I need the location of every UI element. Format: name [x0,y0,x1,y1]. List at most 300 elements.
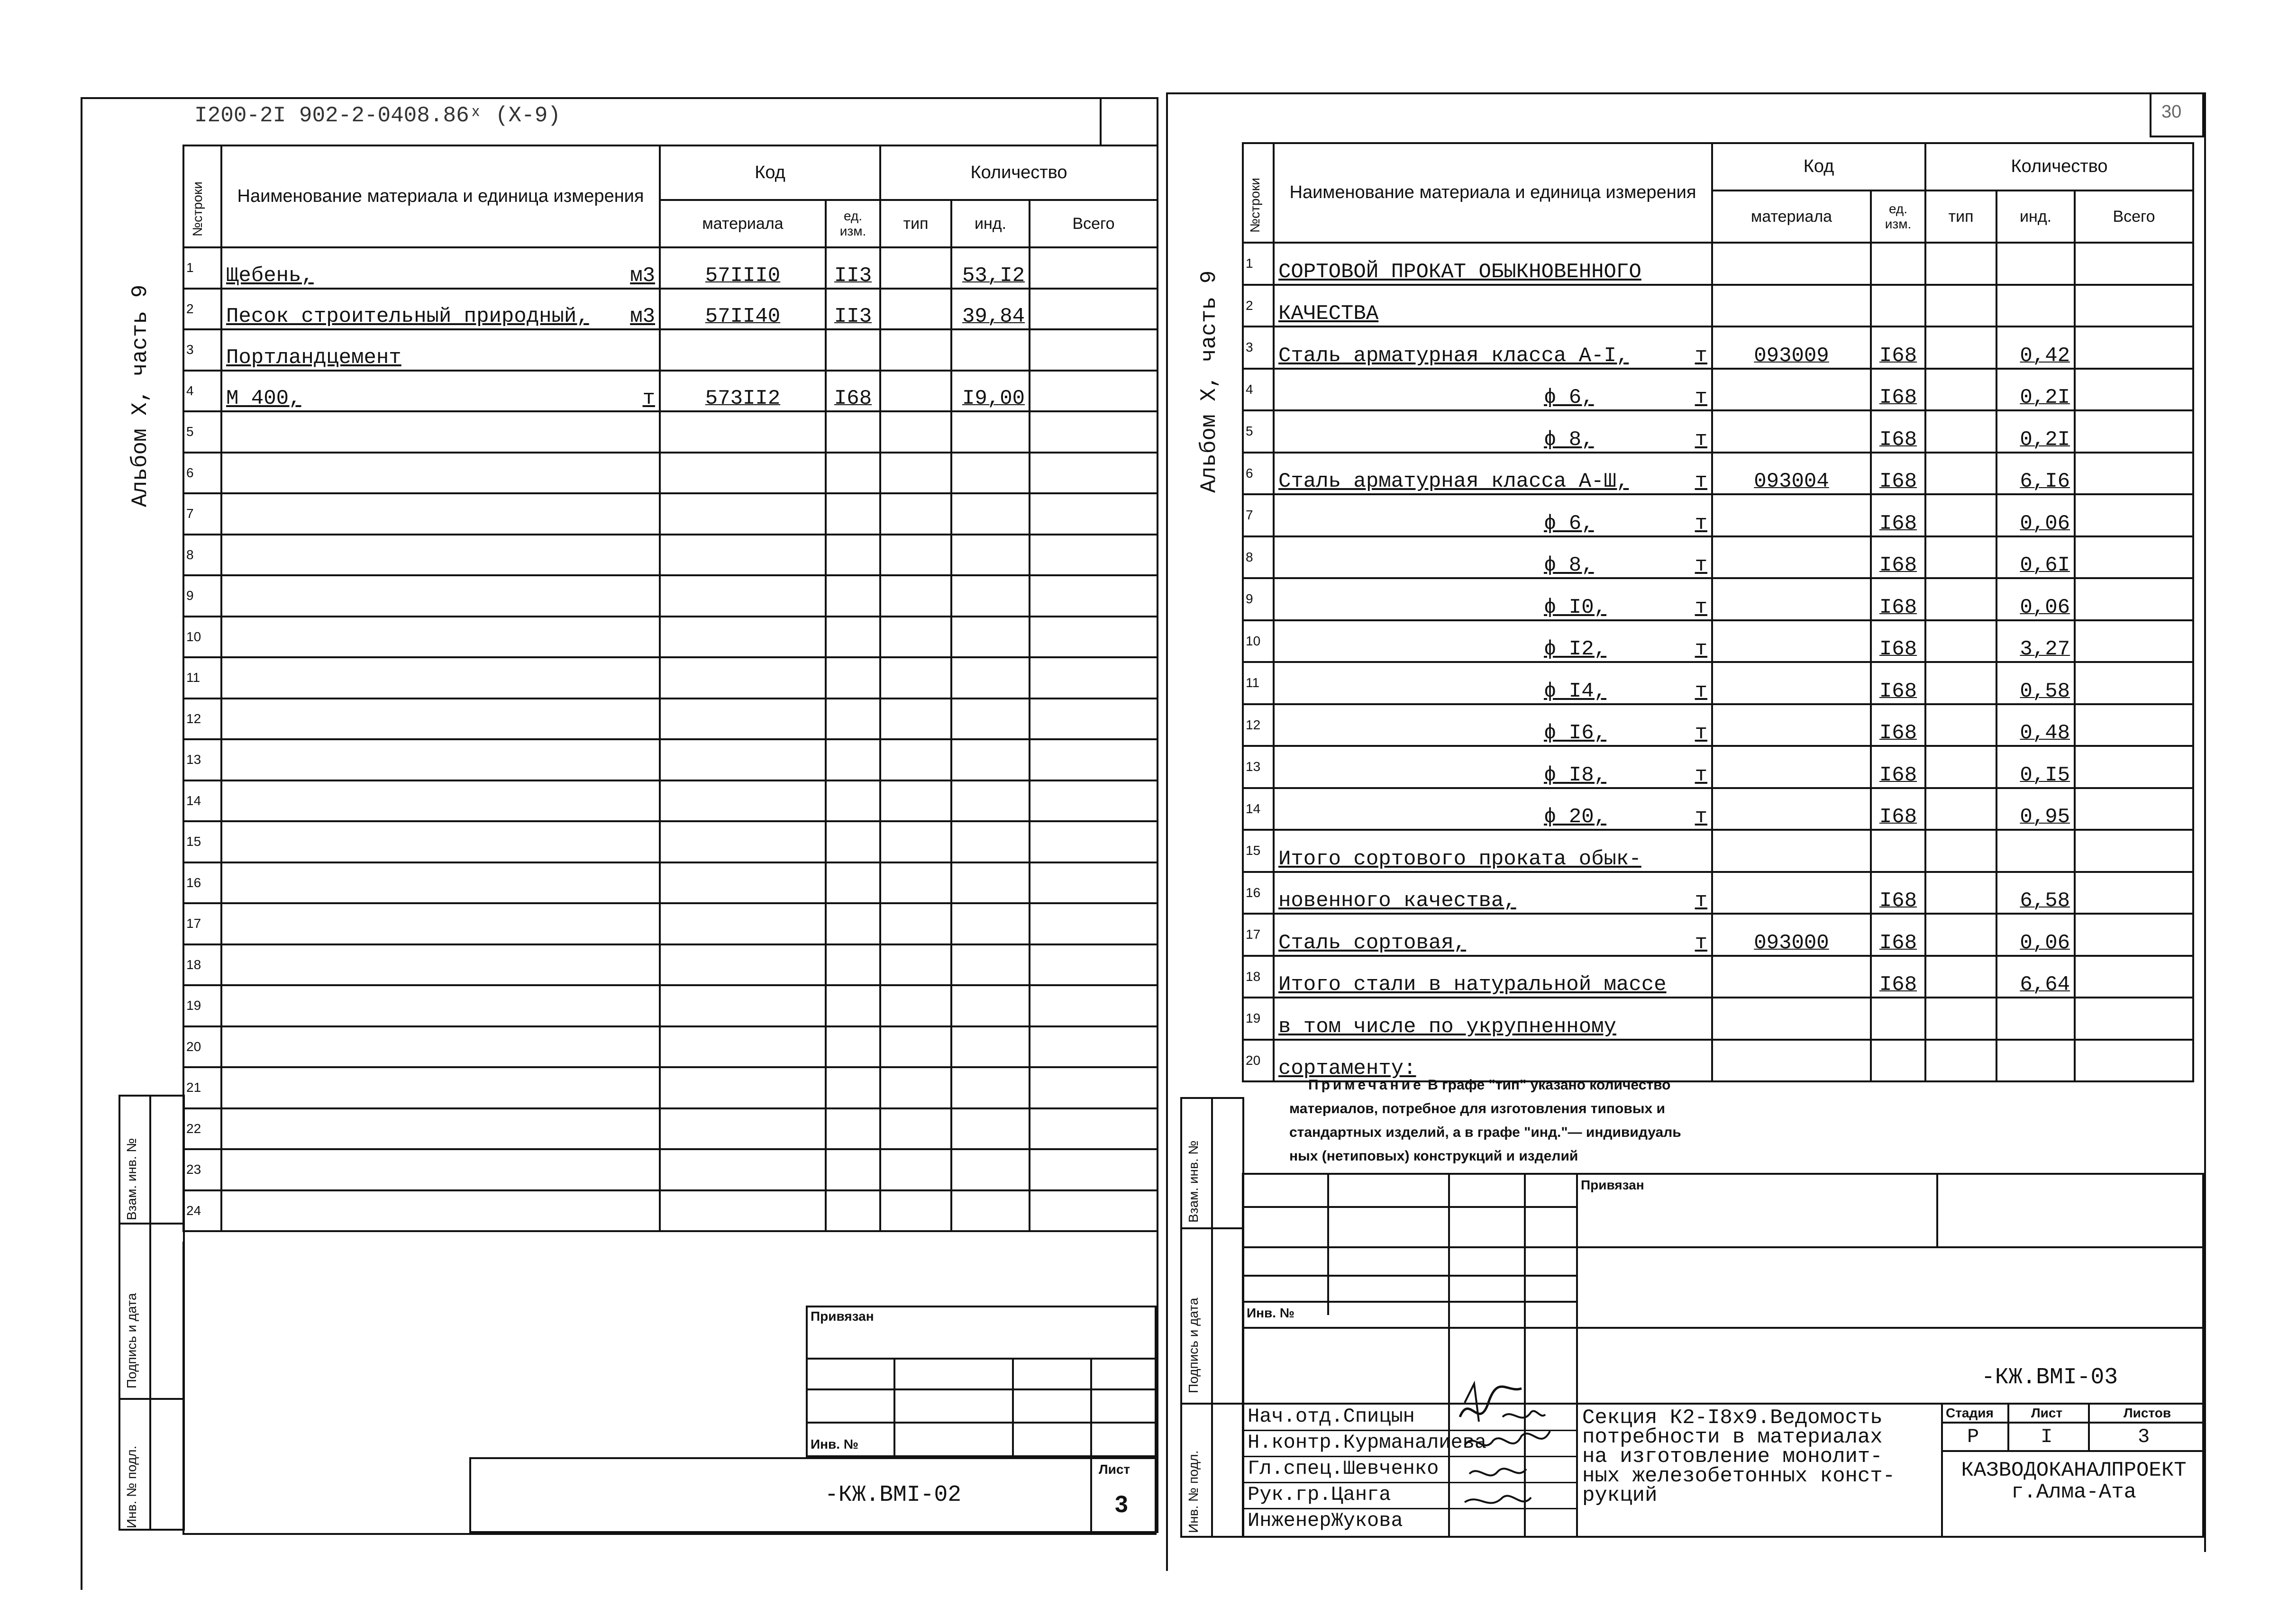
left-row-total [1030,699,1158,740]
right-col-rowno [1243,143,1274,243]
right-row-name-wrap [1278,596,1707,619]
right-row-name-text: СОРТОВОЙ ПРОКАТ ОБЫКНОВЕННОГО [1278,260,1641,284]
left-row-name [221,1149,660,1190]
left-table-row [183,985,1158,1026]
left-margin-div-v [149,1095,151,1531]
right-row-total [2075,410,2193,453]
right-row-number: 13 [1243,746,1274,788]
left-top-border [81,97,1157,99]
right-row-name [1274,369,1712,411]
left-row-number: 10 [183,617,221,658]
right-row-name-text: Сталь арматурная класса А-I, [1278,344,1629,368]
right-col-qty: Количество [1925,143,2193,191]
left-row-name [221,862,660,904]
right-row-total [2075,536,2193,579]
left-row-type-qty [880,247,951,289]
left-table-row [183,247,1158,289]
left-row-code [660,780,826,822]
left-row-name-wrap [226,346,655,370]
left-row-total [1030,289,1158,330]
right-margin-label-2: Подпись и дата [1186,1297,1201,1393]
signature-role: Нач.отд. [1248,1405,1343,1428]
left-table-body [183,247,1158,1231]
right-row-total [2075,369,2193,411]
right-row-type-qty [1925,746,1996,788]
left-row-type-qty [880,862,951,904]
left-row-name [221,411,660,453]
left-row-type-qty [880,453,951,494]
right-stamp-h5 [1242,1327,1576,1329]
right-row-number: 5 [1243,410,1274,453]
left-row-number: 16 [183,862,221,904]
left-title-block [469,1457,1157,1533]
left-row-unit-code [826,1149,880,1190]
left-bottom-edge [182,1242,184,1533]
right-row-name-wrap [1278,302,1707,326]
title-line-1: Секция К2-I8х9.Ведомость [1582,1406,1883,1430]
left-row-name [221,944,660,986]
right-row-total [2075,872,2193,914]
left-col-qty-type: тип [880,200,951,247]
right-row-name-wrap [1278,805,1707,829]
right-row-unit-code [1871,998,1925,1040]
left-row-type-qty [880,780,951,822]
left-row-type-qty [880,699,951,740]
right-row-total [2075,788,2193,830]
left-row-type-qty [880,617,951,658]
left-row-code [660,1149,826,1190]
left-row-total [1030,493,1158,535]
right-row-name [1274,998,1712,1040]
left-row-type-qty [880,821,951,862]
right-row-code [1712,788,1871,830]
right-table-row [1243,494,2193,536]
right-row-unit-code [1871,285,1925,327]
left-row-unit-code [826,985,880,1026]
right-row-type-qty [1925,788,1996,830]
left-row-total [1030,985,1158,1026]
left-table-row [183,821,1158,862]
right-row-code [1712,243,1871,285]
left-col-code-unit: ед. изм. [826,200,880,247]
left-row-number: 3 [183,329,221,371]
right-row-name [1274,410,1712,453]
right-row-name-text: КАЧЕСТВА [1278,302,1379,326]
left-row-name [221,657,660,699]
left-row-ind-qty [951,657,1030,699]
right-row-name-text: ϕ 20, [1544,805,1607,829]
title-line-4: ных железобетонных конст- [1582,1464,1896,1488]
left-table-row [183,862,1158,904]
left-stamp-v2 [1012,1358,1014,1457]
right-row-name [1274,872,1712,914]
right-row-ind-qty: 3,27 [1996,620,2075,662]
left-row-name-wrap [226,305,655,328]
right-table-row [1243,453,2193,495]
right-stamp-h3 [1242,1275,1576,1277]
right-row-name-text: новенного качества, [1278,889,1516,913]
left-row-total [1030,780,1158,822]
right-row-ind-qty: 0,58 [1996,662,2075,704]
right-row-number: 11 [1243,662,1274,704]
left-row-total [1030,575,1158,617]
right-row-code [1712,662,1871,704]
right-row-name-text: Итого стали в натуральной массе [1278,973,1667,997]
left-row-unit-code: I68 [826,371,880,412]
right-row-name-text: ϕ 6, [1544,386,1594,409]
left-row-type-qty [880,739,951,780]
left-row-code: 573II2 [660,371,826,412]
left-row-unit-code [826,329,880,371]
right-row-unit: т [1695,595,1707,619]
stage-h2 [1941,1450,2204,1452]
left-row-total [1030,903,1158,944]
left-row-name [221,739,660,780]
left-row-name [221,575,660,617]
left-row-ind-qty [951,1190,1030,1232]
signature-row [1248,1457,1439,1480]
left-row-total [1030,1026,1158,1068]
right-table-row [1243,327,2193,369]
left-row-total [1030,1108,1158,1150]
note-block [1289,1073,2142,1168]
left-row-unit-code [826,453,880,494]
right-row-ind-qty: 0,2I [1996,369,2075,411]
left-table-row [183,699,1158,740]
right-row-code: 093004 [1712,453,1871,495]
right-row-code [1712,285,1871,327]
right-row-ind-qty: 0,2I [1996,410,2075,453]
right-row-total [2075,285,2193,327]
sheet-label: Лист [2031,1406,2063,1420]
left-row-number: 24 [183,1190,221,1232]
right-table-row [1243,830,2193,872]
right-table-row [1243,956,2193,998]
right-row-ind-qty: 6,64 [1996,956,2075,998]
right-row-name-text: ϕ 8, [1544,553,1594,577]
left-row-number: 14 [183,780,221,822]
right-row-code [1712,746,1871,788]
left-row-number: 18 [183,944,221,986]
left-row-ind-qty [951,780,1030,822]
right-table-row [1243,746,2193,788]
right-table-row [1243,369,2193,411]
right-row-total [2075,746,2193,788]
right-row-number: 3 [1243,327,1274,369]
right-row-type-qty [1925,410,1996,453]
right-stamp-h2 [1242,1246,2204,1248]
left-table-row [183,453,1158,494]
left-row-name [221,329,660,371]
right-row-name [1274,578,1712,620]
left-row-number: 22 [183,1108,221,1150]
right-row-name-wrap [1278,344,1707,368]
left-row-name [221,821,660,862]
left-table-row [183,329,1158,371]
right-col-qty-ind: инд. [1996,191,2075,243]
left-col-rowno-label: №строки [190,181,205,236]
left-row-total [1030,453,1158,494]
right-table-row [1243,662,2193,704]
right-row-number: 1 [1243,243,1274,285]
note-title: Примечание [1308,1077,1424,1093]
right-row-name-text: Сталь сортовая, [1278,931,1467,955]
left-row-total [1030,371,1158,412]
left-row-type-qty [880,371,951,412]
left-row-name [221,903,660,944]
left-margin-div-2 [119,1398,185,1400]
left-row-type-qty [880,535,951,576]
left-row-number: 9 [183,575,221,617]
right-row-name-wrap [1278,1015,1707,1039]
stage-h1 [1941,1422,2204,1424]
right-row-name [1274,327,1712,369]
right-table-row [1243,410,2193,453]
left-row-name [221,1067,660,1108]
left-row-unit-code [826,821,880,862]
left-row-ind-qty [951,329,1030,371]
right-stamp-h6 [1576,1327,2204,1329]
right-row-ind-qty: 0,I5 [1996,746,2075,788]
right-row-code [1712,704,1871,746]
right-row-name [1274,620,1712,662]
right-row-name-wrap [1278,973,1707,997]
right-stamp-v-e [1936,1173,1938,1246]
left-stamp-h2 [806,1388,1157,1390]
right-row-type-qty [1925,494,1996,536]
left-row-ind-qty [951,1026,1030,1068]
right-doc-code: -КЖ.ВМI-03 [1981,1365,2118,1390]
left-row-name [221,453,660,494]
left-row-code [660,699,826,740]
right-row-unit-code [1871,830,1925,872]
right-row-code: 093009 [1712,327,1871,369]
right-row-name-wrap [1278,889,1707,913]
left-row-unit-code [826,535,880,576]
left-row-number: 23 [183,1149,221,1190]
left-row-total [1030,411,1158,453]
left-row-total [1030,821,1158,862]
right-table-row [1243,914,2193,956]
title-line-2: потребности в материалах [1582,1425,1883,1449]
right-row-name-wrap [1278,931,1707,955]
left-row-unit-code [826,1108,880,1150]
signature-role: Н.контр. [1248,1431,1343,1454]
left-row-type-qty [880,903,951,944]
title-line-5: рукций [1582,1484,1658,1507]
left-margin-label-2: Подпись и дата [124,1293,139,1388]
left-row-code: 57III0 [660,247,826,289]
title-line-3: на изготовление монолит- [1582,1445,1883,1469]
left-row-number: 13 [183,739,221,780]
right-table-row [1243,998,2193,1040]
right-row-name [1274,830,1712,872]
signature-name: Спицын [1343,1405,1415,1428]
right-row-name-wrap [1278,721,1707,745]
left-row-number: 11 [183,657,221,699]
left-row-total [1030,535,1158,576]
right-row-total [2075,956,2193,998]
left-row-name-wrap [226,387,655,410]
left-row-code [660,453,826,494]
left-row-unit-code [826,944,880,986]
left-row-code [660,944,826,986]
right-row-type-qty [1925,243,1996,285]
signature-row [1248,1405,1415,1428]
right-row-code [1712,620,1871,662]
right-row-number: 14 [1243,788,1274,830]
stage-value: Р [1967,1425,1979,1448]
right-row-total [2075,914,2193,956]
left-row-unit-code: II3 [826,289,880,330]
right-table-row [1243,704,2193,746]
organization [1946,1460,2202,1503]
left-row-name [221,1190,660,1232]
right-row-unit-code: I68 [1871,578,1925,620]
left-row-code [660,1108,826,1150]
right-row-total [2075,704,2193,746]
left-row-code [660,411,826,453]
left-table-row [183,411,1158,453]
right-row-unit: т [1695,889,1707,913]
left-row-name-text: М 400, [226,387,301,410]
right-row-name-text: сортаменту: [1278,1057,1416,1080]
right-row-unit: т [1695,511,1707,535]
right-row-unit-code: I68 [1871,369,1925,411]
right-row-code [1712,369,1871,411]
right-col-rowno-label: №строки [1248,178,1262,233]
right-row-name-wrap [1278,260,1707,284]
right-row-ind-qty [1996,243,2075,285]
right-row-ind-qty: 6,58 [1996,872,2075,914]
right-row-number: 18 [1243,956,1274,998]
left-privyazan-box [806,1306,1157,1457]
right-row-type-qty [1925,956,1996,998]
left-row-name [221,985,660,1026]
right-col-qty-type: тип [1925,191,1996,243]
right-row-ind-qty: 0,6I [1996,536,2075,579]
right-row-name-text: ϕ I0, [1544,595,1607,619]
signature-role: Гл.спец. [1248,1457,1343,1480]
right-row-ind-qty: 0,42 [1996,327,2075,369]
right-row-unit: т [1695,721,1707,745]
right-row-unit: т [1695,805,1707,829]
right-row-code [1712,872,1871,914]
right-row-unit-code: I68 [1871,914,1925,956]
signature-row [1248,1483,1391,1506]
left-side-caption: Альбом X, часть 9 [128,284,153,507]
right-row-type-qty [1925,285,1996,327]
left-table-row [183,903,1158,944]
left-row-ind-qty [951,944,1030,986]
right-stamp-h1 [1242,1206,1576,1208]
right-row-name-text: Сталь арматурная класса А-Ш, [1278,470,1629,493]
right-row-name-wrap [1278,512,1707,535]
left-row-name [221,780,660,822]
right-row-type-qty [1925,998,1996,1040]
left-table-row [183,944,1158,986]
right-row-number: 15 [1243,830,1274,872]
right-row-total [2075,453,2193,495]
left-row-number: 21 [183,1067,221,1108]
right-table-row [1243,788,2193,830]
right-row-type-qty [1925,872,1996,914]
right-row-number: 8 [1243,536,1274,579]
left-row-total [1030,329,1158,371]
right-row-name [1274,494,1712,536]
right-row-unit: т [1695,386,1707,409]
right-row-name-text: ϕ 8, [1544,427,1594,452]
right-row-unit-code: I68 [1871,746,1925,788]
right-row-unit-code: I68 [1871,662,1925,704]
right-row-unit: т [1695,679,1707,703]
right-row-name-wrap [1278,763,1707,787]
right-table-row [1243,578,2193,620]
left-header-box-right [1100,97,1102,145]
right-row-total [2075,620,2193,662]
right-row-unit-code: I68 [1871,494,1925,536]
right-row-type-qty [1925,830,1996,872]
stage-v2 [2088,1403,2090,1450]
left-row-name [221,535,660,576]
left-row-name [221,699,660,740]
right-row-number: 16 [1243,872,1274,914]
right-row-ind-qty: 0,06 [1996,914,2075,956]
left-row-unit-code [826,411,880,453]
left-sheet-divider [1090,1457,1092,1533]
right-materials-table [1242,142,2194,1082]
left-row-type-qty [880,985,951,1026]
right-row-unit-code: I68 [1871,410,1925,453]
left-row-name [221,247,660,289]
left-row-unit-code [826,1026,880,1068]
left-row-unit-code [826,1067,880,1108]
left-row-unit-code [826,1190,880,1232]
left-row-number: 12 [183,699,221,740]
right-row-name [1274,788,1712,830]
note-text-1: В графе "тип" указано количество [1428,1077,1671,1093]
left-margin-label-3: Инв. № подл. [124,1445,139,1528]
right-row-name [1274,662,1712,704]
document-title [1582,1408,1895,1506]
left-row-type-qty [880,1149,951,1190]
left-row-number: 2 [183,289,221,330]
left-row-type-qty [880,289,951,330]
right-row-name [1274,453,1712,495]
left-row-name-text: Песок строительный природный, [226,305,589,328]
right-row-ind-qty [1996,285,2075,327]
left-row-code [660,329,826,371]
right-row-code [1712,830,1871,872]
left-stamp-h1 [806,1358,1157,1360]
left-row-unit-code [826,739,880,780]
signature-role: Инженер [1248,1509,1331,1532]
right-corner-page: 30 [2161,102,2182,122]
signature-row [1248,1509,1403,1532]
left-row-number: 8 [183,535,221,576]
right-row-name-text: ϕ I4, [1544,679,1607,703]
left-row-ind-qty [951,1149,1030,1190]
note-line-4: ных (нетиповых) конструкций и изделий [1289,1148,1578,1164]
sheet-value: I [2041,1425,2053,1448]
right-row-name [1274,956,1712,998]
right-table-body [1243,243,2193,1081]
right-stamp-h7 [1242,1403,2204,1405]
right-row-name-text: Итого сортового проката обык- [1278,847,1641,871]
left-row-code [660,1067,826,1108]
left-stamp-v1 [893,1358,895,1457]
left-sheet-number: 3 [1115,1491,1128,1517]
